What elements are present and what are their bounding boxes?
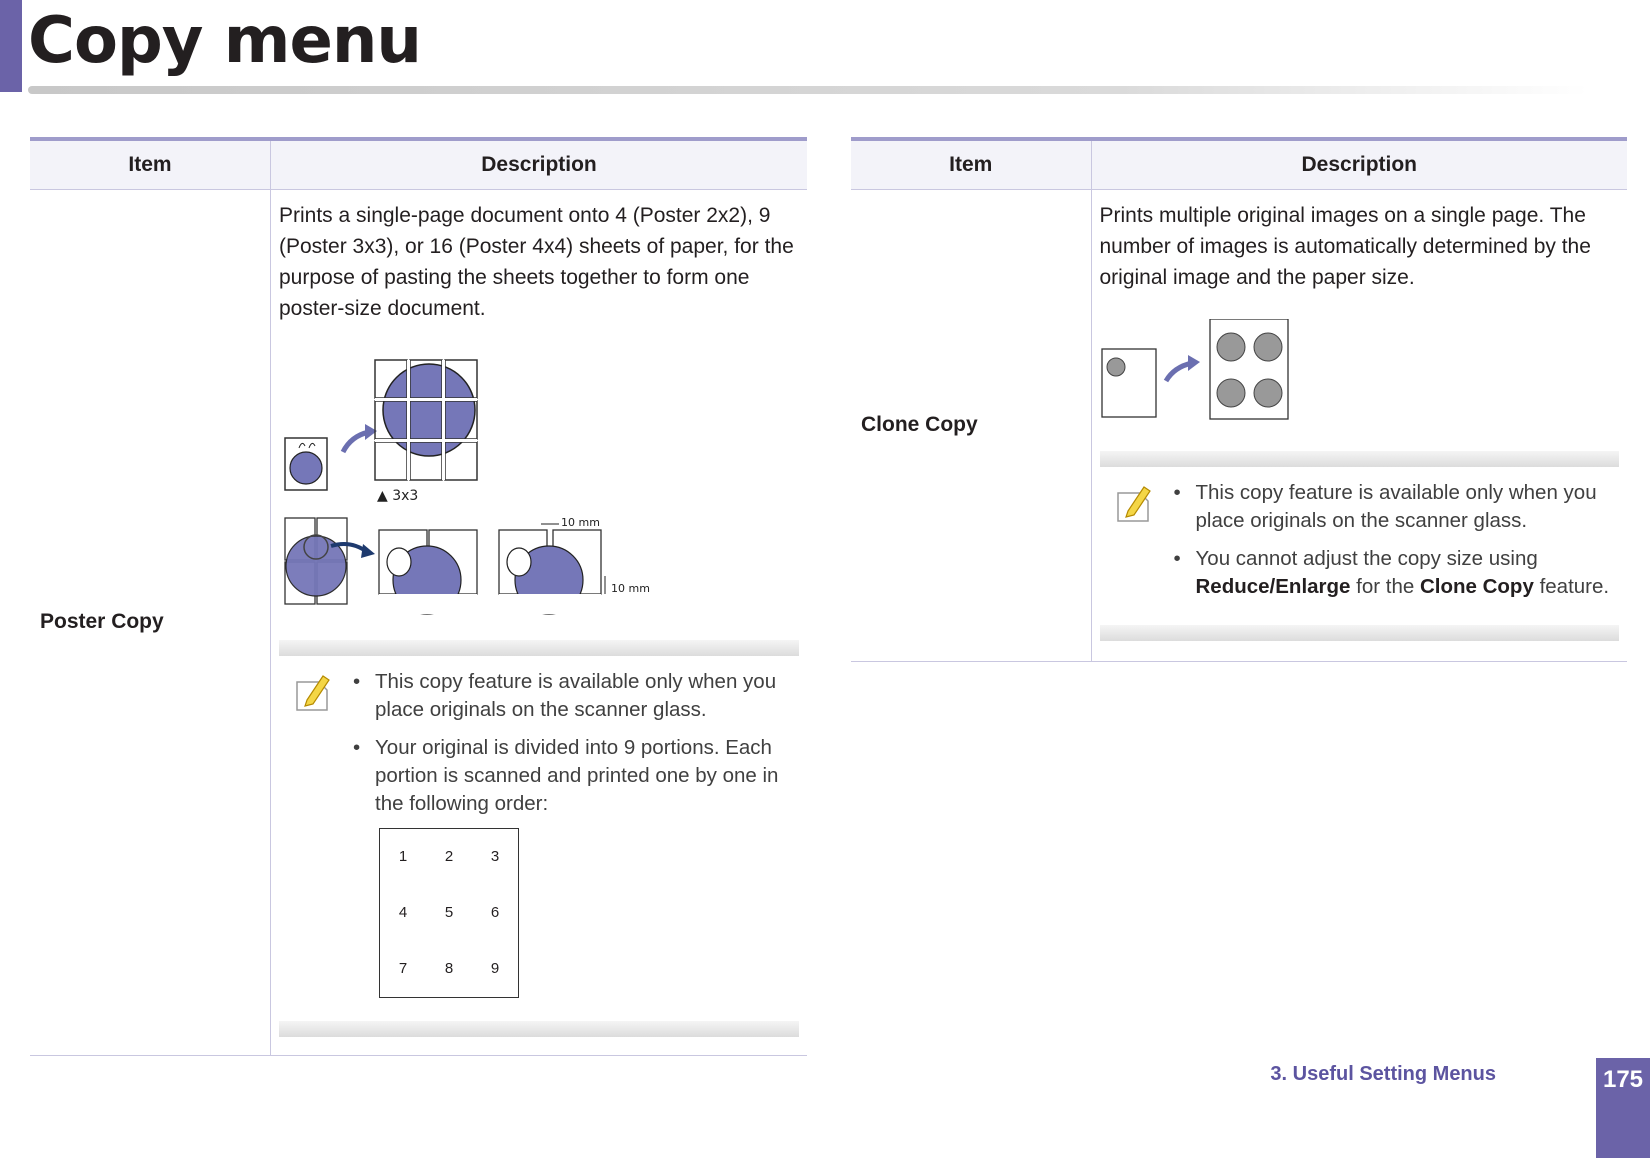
clone-apple — [1254, 333, 1282, 361]
clone-note-item-1: • This copy feature is available only when you place originals on the scanner glass. — [1196, 479, 1620, 535]
page-number: 175 — [1596, 1058, 1650, 1158]
assembly-step-3 — [499, 516, 650, 614]
order-cell: 3 — [490, 848, 500, 865]
original-page — [1102, 349, 1156, 417]
left-col-description-header: Description — [271, 139, 808, 189]
small-apple — [290, 452, 322, 484]
poster-note-item-2: • Your original is divided into 9 portions. Each portion is scanned and printed one by one in the following order: — [375, 734, 799, 818]
clone-note-item-2: • You cannot adjust the copy size using Reduce/Enlarge for the Clone Copy feature. — [1196, 545, 1620, 601]
title-accent-bar — [0, 0, 22, 92]
note-pencil-icon — [1114, 483, 1154, 525]
order-cell: 5 — [444, 904, 454, 921]
note-bottom-bar — [1100, 625, 1620, 641]
margin-label-side: 10 mm — [611, 581, 650, 595]
clone-copy-illustration — [1100, 319, 1300, 423]
margin-label-top: 10 mm — [561, 515, 600, 529]
clone-copy-note — [1100, 451, 1620, 641]
page-title: Copy menu — [28, 4, 421, 78]
order-cell: 4 — [398, 904, 408, 921]
assembly-step-1 — [285, 518, 375, 604]
note-bottom-bar — [279, 1021, 799, 1037]
title-rule — [28, 86, 1588, 94]
poster-copy-description: Prints a single-page document onto 4 (Poster 2x2), 9 (Poster 3x3), or 16 (Poster 4x4) sheets of paper, for the purpose of pasting the sheets together to form one poster-size document. — [279, 203, 794, 320]
left-col-item-header: Item — [30, 139, 271, 189]
poster-copy-item: Poster Copy — [30, 189, 271, 1055]
poster-copy-note — [279, 640, 799, 1037]
figure-caption: ▲ 3x3 — [377, 487, 419, 504]
note-top-bar — [279, 640, 799, 656]
clone-copy-item: Clone Copy — [851, 189, 1091, 661]
order-cell: 6 — [490, 904, 500, 921]
order-cell: 2 — [444, 848, 454, 865]
note-top-bar — [1100, 451, 1620, 467]
assembly-step-2 — [379, 530, 477, 614]
clone-apple — [1254, 379, 1282, 407]
clone-copy-description-cell — [1091, 189, 1627, 661]
poster-copy-illustration — [279, 330, 799, 620]
note-pencil-icon — [293, 672, 333, 714]
poster-note-item-1: • This copy feature is available only when you place originals on the scanner glass. — [375, 668, 799, 724]
poster-copy-description-cell — [271, 189, 808, 1055]
right-col-item-header: Item — [851, 139, 1091, 189]
clone-apple — [1217, 379, 1245, 407]
footer-section-label: 3. Useful Setting Menus — [1270, 1063, 1496, 1085]
clone-copy-description: Prints multiple original images on a single page. The number of images is automatically determined by the original image and the paper size. — [1099, 203, 1591, 289]
right-spec-table — [851, 137, 1627, 662]
clone-apple — [1217, 333, 1245, 361]
left-spec-table — [30, 137, 807, 1056]
scan-order-grid — [379, 828, 519, 998]
order-cell: 1 — [398, 848, 408, 865]
right-col-description-header: Description — [1091, 139, 1627, 189]
order-cell: 7 — [398, 960, 408, 977]
poster-3x3-grid — [375, 360, 477, 480]
order-cell: 8 — [444, 960, 454, 977]
order-cell: 9 — [490, 960, 500, 977]
